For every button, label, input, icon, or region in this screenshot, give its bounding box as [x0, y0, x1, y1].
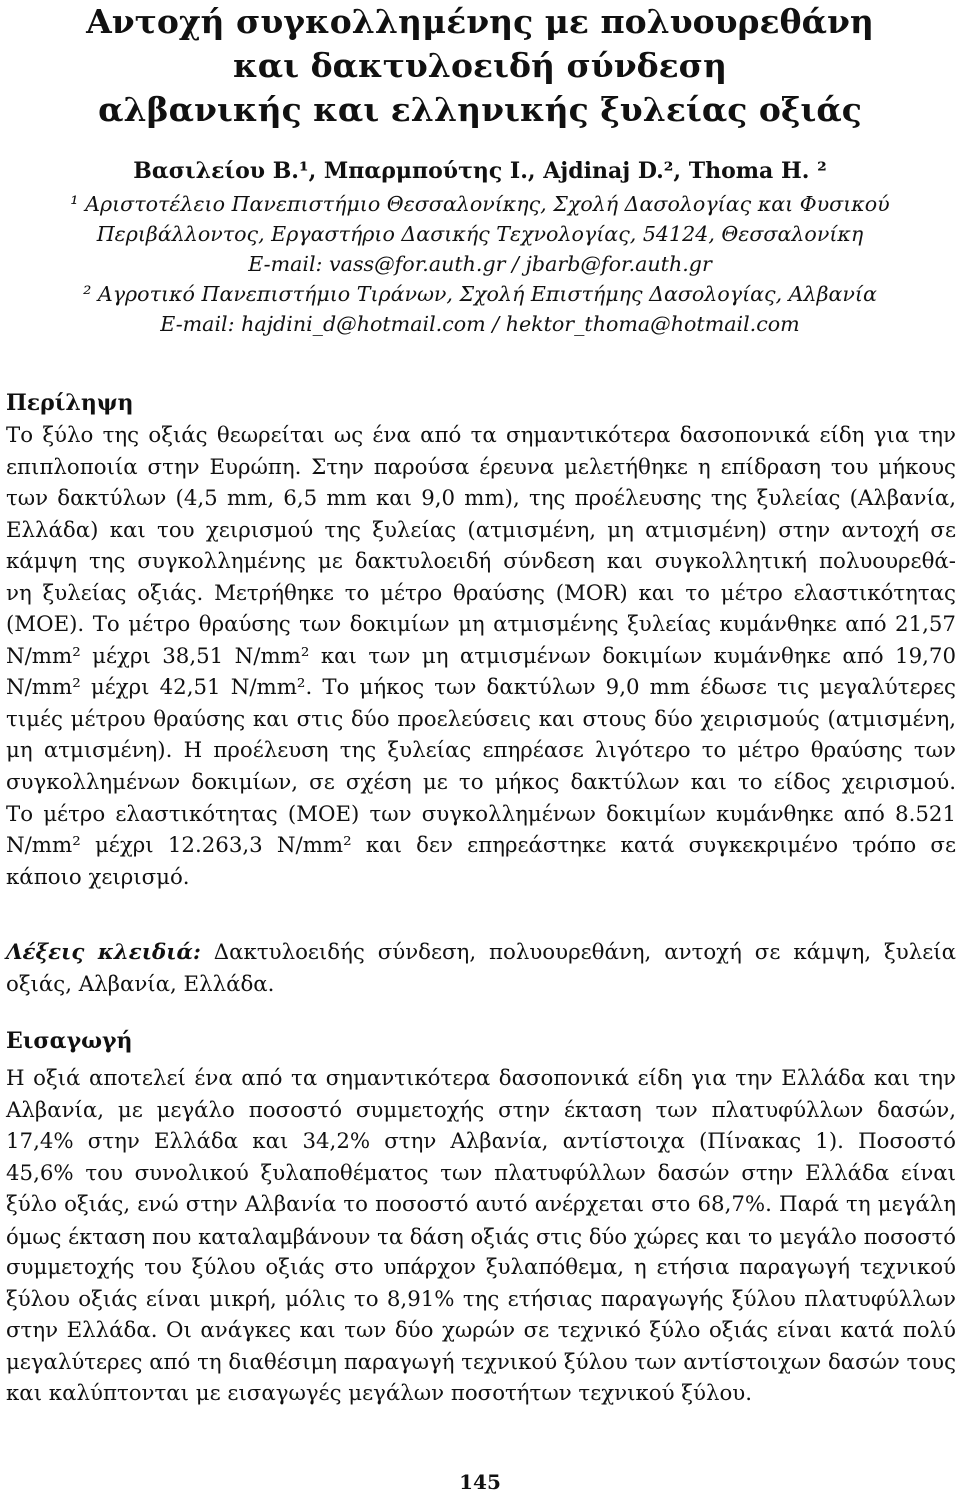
text-line: ξύλο οξιάς, ενώ στην Αλβανία το ποσοστό αυτό ανέρχεται στο 68,7%. Παρά τη μεγάλη — [6, 1192, 956, 1218]
author-list: Βασιλείου Β.¹, Μπαρμπούτης Ι., Ajdinaj D.², Thoma H. ² — [133, 158, 827, 184]
text-line: νη ξυλείας οξιάς. Μετρήθηκε το μέτρο θραύσης (MOR) και το μέτρο ελαστικότητας — [6, 580, 956, 606]
abstract-text — [6, 420, 956, 893]
affiliation-line: Περιβάλλοντος, Εργαστήριο Δασικής Τεχνολογίας, 54124, Θεσσαλονίκη — [96, 222, 864, 246]
text-line: μεγαλύτερες από τη διαθέσιμη παραγωγή τεχνικού ξύλου των αντίστοιχων δασών τους — [6, 1349, 956, 1375]
text-line: μη ατμισμένη). Η προέλευση της ξυλείας επηρέασε λιγότερο το μέτρο θραύσης των — [6, 738, 956, 764]
affiliations — [0, 189, 960, 339]
affiliation-line: ² Αγροτικό Πανεπιστήμιο Τιράνων, Σχολή Επιστήμης Δασολογίας, Αλβανία — [83, 282, 877, 306]
text-line: (MOE). Το μέτρο θραύσης των δοκιμίων μη ατμισμένης ξυλείας κυμάνθηκε από 21,57 — [6, 612, 956, 638]
title-line: Αντοχή συγκολλημένης με πολυουρεθάνη — [86, 2, 874, 41]
keywords-line — [6, 937, 956, 969]
page-number: 145 — [459, 1470, 501, 1494]
title-line: και δακτυλοειδή σύνδεση — [232, 46, 728, 85]
abstract-heading: Περίληψη — [6, 390, 134, 416]
text-line: ξύλου οξιάς είναι μικρή, μόλις το 8,91% της ετήσιας παραγωγής ξύλου πλατυφύλλων — [6, 1286, 956, 1312]
text-line: 45,6% του συνολικού ξυλαποθέματος των πλατυφύλλων δασών στην Ελλάδα είναι — [6, 1160, 956, 1186]
text-line: N/mm² μέχρι 12.263,3 N/mm² και δεν επηρεάστηκε κατά συγκεκριμένο τρόπο σε — [6, 833, 956, 859]
text-line: Η οξιά αποτελεί ένα από τα σημαντικότερα δασοπονικά είδη για την Ελλάδα και την — [6, 1066, 956, 1091]
keywords-label: Λέξεις κλειδιά: — [6, 940, 201, 965]
text-line: και καλύπτονται με εισαγωγές μεγάλων ποσοτήτων τεχνικού ξύλου. — [6, 1381, 753, 1407]
text-line: N/mm² μέχρι 42,51 N/mm². Το μήκος των δακτύλων 9,0 mm έδωσε τις μεγαλύτερες — [6, 675, 956, 701]
text-line: τιμές μέτρου θραύσης και στις δύο προελεύσεις και στους δύο χειρισμούς (ατμισμένη, — [6, 706, 956, 732]
introduction-heading: Εισαγωγή — [6, 1028, 133, 1054]
text-line: N/mm² μέχρι 38,51 N/mm² και των μη ατμισμένων δοκιμίων κυμάνθηκε από 19,70 — [6, 643, 956, 669]
keywords-line: οξιάς, Αλβανία, Ελλάδα. — [6, 971, 275, 997]
text-line: Αλβανία, με μεγάλο ποσοστό συμμετοχής στην έκταση των πλατυφύλλων δασών, — [6, 1097, 956, 1123]
keywords-text: Δακτυλοειδής σύνδεση, πολυουρεθάνη, αντοχή σε κάμψη, ξυλεία — [200, 940, 956, 965]
email-line: E-mail: hajdini_d@hotmail.com / hektor_thoma@hotmail.com — [160, 312, 800, 336]
keywords — [6, 937, 956, 1000]
email-line: E-mail: vass@for.auth.gr / jbarb@for.auth.gr — [248, 252, 712, 276]
introduction-text — [6, 1063, 956, 1410]
text-line: Το μέτρο ελαστικότητας (MOE) των συγκολλημένων δοκιμίων κυμάνθηκε από 8.521 — [6, 801, 956, 827]
text-line: των δακτύλων (4,5 mm, 6,5 mm και 9,0 mm), της προέλευσης της ξυλείας (Αλβανία, — [6, 486, 956, 512]
text-line: όμως έκταση που καταλαμβάνουν τα δάση οξιάς στις δύο χώρες και το μεγάλο ποσοστό — [6, 1223, 956, 1249]
text-line: κάποιο χειρισμό. — [6, 864, 190, 890]
paper-title — [0, 0, 960, 132]
title-line: αλβανικής και ελληνικής ξυλείας οξιάς — [98, 90, 862, 129]
text-line: κάμψη της συγκολλημένης με δακτυλοειδή σύνδεση και συγκολλητική πολυουρεθά- — [6, 549, 956, 575]
text-line: συγκολλημένων δοκιμίων, σε σχέση με το μήκος δακτύλων και το είδος χειρισμού. — [6, 770, 956, 796]
text-line: στην Ελλάδα. Οι ανάγκες και των δύο χωρών σε τεχνικό ξύλο οξιάς είναι κατά πολύ — [6, 1318, 956, 1344]
text-line: επιπλοποιία στην Ευρώπη. Στην παρούσα έρευνα μελετήθηκε η επίδραση του μήκους — [6, 454, 956, 480]
text-line: Το ξύλο της οξιάς θεωρείται ως ένα από τα σημαντικότερα δασοπονικά είδη για την — [6, 423, 956, 448]
text-line: Ελλάδα) και του χειρισμού της ξυλείας (ατμισμένη, μη ατμισμένη) στην αντοχή σε — [6, 517, 956, 543]
text-line: 17,4% στην Ελλάδα και 34,2% στην Αλβανία, αντίστοιχα (Πίνακας 1). Ποσοστό — [6, 1129, 956, 1155]
text-line: συμμετοχής του ξύλου οξιάς στο υπάρχον ξυλαπόθεμα, η ετήσια παραγωγή τεχνικού — [6, 1255, 956, 1281]
affiliation-line: ¹ Αριστοτέλειο Πανεπιστήμιο Θεσσαλονίκης, Σχολή Δασολογίας και Φυσικού — [70, 192, 890, 216]
